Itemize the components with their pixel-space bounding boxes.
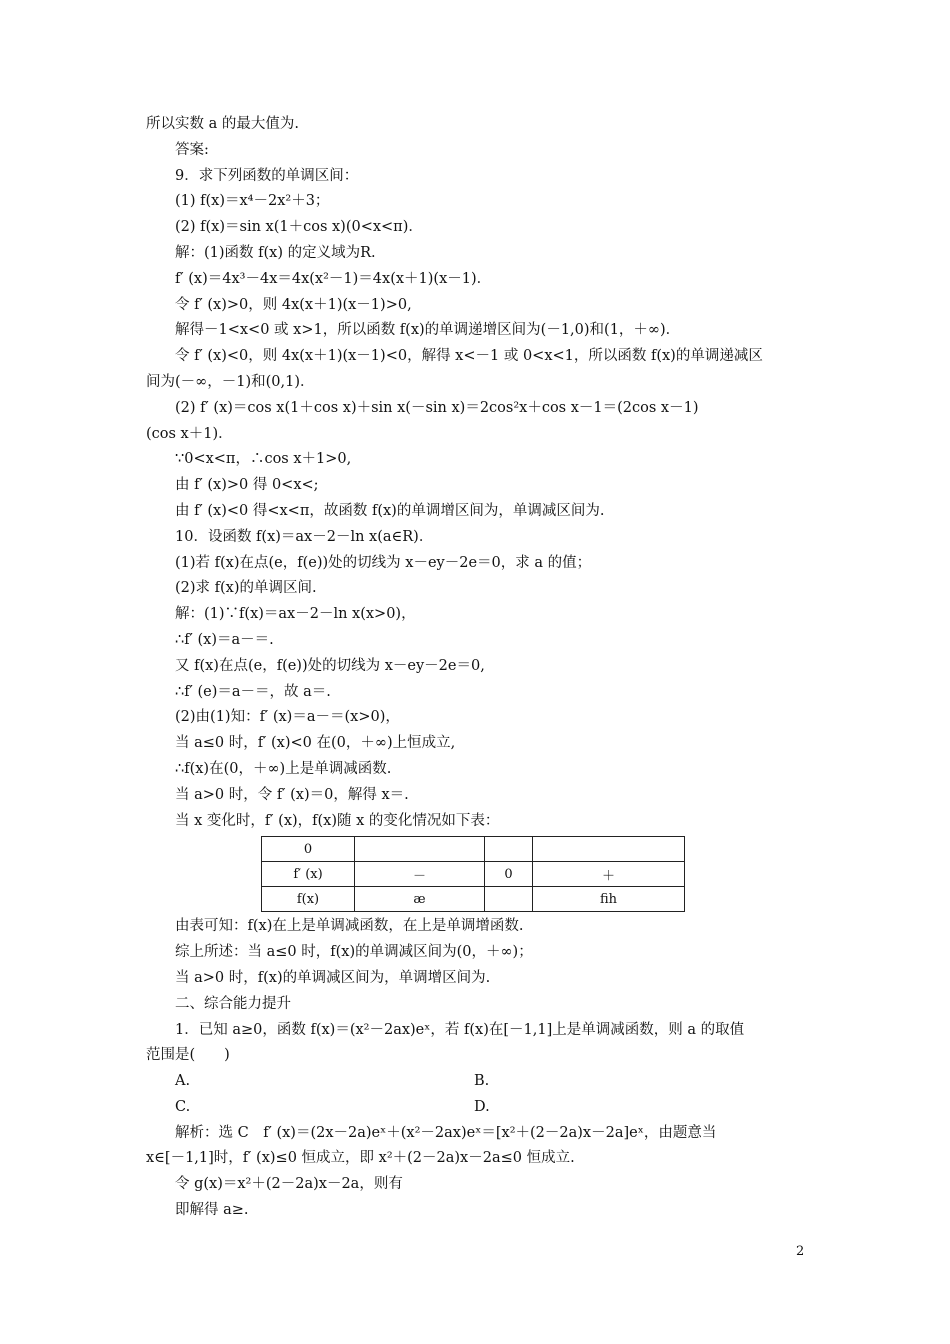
table-row (262, 837, 685, 862)
text-line: (2)由(1)知：f′ (x)＝a－＝(x>0)， (175, 709, 400, 726)
text-line: (1)若 f(x)在点(e，f(e))处的切线为 x－ey－2e＝0，求 a 的值； (175, 554, 592, 571)
table-cell (533, 837, 685, 862)
question-9: 9．求下列函数的单调区间： (175, 167, 359, 184)
text-line: 解析：选 C f′ (x)＝(2x－2a)eˣ＋(x²－2ax)eˣ＝[x²＋(2－2a)x－2a]eˣ，由题意当 (175, 1124, 717, 1141)
options-row-ab (146, 1069, 812, 1095)
text-line: 令 f′ (x)<0，则 4x(x＋1)(x－1)<0，解得 x<－1 或 0<x<1，所以函数 f(x)的单调递减区 (175, 348, 763, 365)
options-row-cd (146, 1095, 812, 1121)
table-cell: ＋ (533, 862, 685, 887)
question-1: 1．已知 a≥0，函数 f(x)＝(x²－2ax)eˣ，若 f(x)在[－1,1]上是单调减函数，则 a 的取值 (175, 1021, 745, 1038)
text-line: 解：(1)函数 f(x) 的定义域为R. (175, 244, 376, 261)
text-line: 令 f′ (x)>0，则 4x(x＋1)(x－1)>0, (175, 296, 412, 313)
answer-label: 答案: (175, 141, 209, 158)
option-d: D. (474, 1098, 490, 1115)
text-line: x∈[－1,1]时，f′ (x)≤0 恒成立，即 x²＋(2－2a)x－2a≤0 恒成立. (146, 1150, 575, 1167)
text-line: 由 f′ (x)<0 得<x<π，故函数 f(x)的单调增区间为，单调减区间为. (175, 502, 605, 519)
text-line: 范围是( ) (146, 1047, 230, 1064)
table-cell: f′ (x) (262, 862, 355, 887)
question-10: 10．设函数 f(x)＝ax－2－ln x(a∈R)． (175, 528, 434, 545)
text-line: (1) f(x)＝x⁴－2x²＋3； (175, 193, 330, 210)
text-line: 又 f(x)在点(e，f(e))处的切线为 x－ey－2e＝0, (175, 657, 485, 674)
text-line: 当 x 变化时，f′ (x)，f(x)随 x 的变化情况如下表： (175, 812, 500, 829)
text-line: 解得－1<x<0 或 x>1，所以函数 f(x)的单调递增区间为(－1,0)和(1，＋∞)． (175, 322, 681, 339)
table-row (262, 862, 685, 887)
text-line: 当 a≤0 时，f′ (x)<0 在(0，＋∞)上恒成立, (175, 735, 456, 752)
table-cell: － (355, 862, 485, 887)
table-cell: 0 (262, 837, 355, 862)
text-line: ∴f′ (x)＝a－＝. (175, 631, 274, 648)
table-cell: f(x) (262, 887, 355, 912)
table-cell (355, 837, 485, 862)
text-line: (2) f(x)＝sin x(1＋cos x)(0<x<π)． (175, 219, 423, 236)
text-line: 间为(－∞，－1)和(0,1)． (146, 373, 315, 390)
option-b: B. (474, 1073, 490, 1090)
option-c: C. (175, 1098, 191, 1115)
text-line: (cos x＋1)． (146, 425, 233, 442)
table-cell: æ (355, 887, 485, 912)
table-cell (485, 837, 533, 862)
section-heading: 二、综合能力提升 (175, 995, 291, 1012)
page-number: 2 (796, 1244, 805, 1259)
table-cell: 0 (485, 862, 533, 887)
text-line: f′ (x)＝4x³－4x＝4x(x²－1)＝4x(x＋1)(x－1)． (175, 270, 492, 287)
text-line: 由 f′ (x)>0 得 0<x<; (175, 477, 319, 494)
text-line: 由表可知：f(x)在上是单调减函数，在上是单调增函数. (175, 918, 524, 935)
document-body (146, 112, 812, 1224)
option-a: A. (175, 1073, 191, 1090)
text-line: ∴f′ (e)＝a－＝，故 a＝. (175, 683, 331, 700)
text-line: (2)求 f(x)的单调区间. (175, 580, 317, 597)
text-line: 当 a>0 时，f(x)的单调减区间为，单调增区间为. (175, 969, 491, 986)
text-line: 令 g(x)＝x²＋(2－2a)x－2a，则有 (175, 1176, 403, 1193)
table-cell: ﬁh (533, 887, 685, 912)
text-line: (2) f′ (x)＝cos x(1＋cos x)＋sin x(－sin x)＝2cos²x＋cos x－1＝(2cos x－1) (175, 399, 699, 416)
text-line: 所以实数 a 的最大值为. (146, 116, 299, 132)
text-line: 综上所述：当 a≤0 时，f(x)的单调减区间为(0，＋∞)； (175, 944, 533, 961)
table-row (262, 887, 685, 912)
text-line: ∵0<x<π，∴cos x＋1>0, (175, 451, 352, 468)
text-line: ∴f(x)在(0，＋∞)上是单调减函数. (175, 760, 392, 777)
text-line: 当 a>0 时，令 f′ (x)＝0，解得 x＝. (175, 786, 409, 803)
table-cell (485, 887, 533, 912)
text-line: 即解得 a≥. (175, 1202, 249, 1219)
variation-table (261, 836, 685, 912)
text-line: 解：(1)∵f(x)＝ax－2－ln x(x>0)， (175, 606, 416, 623)
